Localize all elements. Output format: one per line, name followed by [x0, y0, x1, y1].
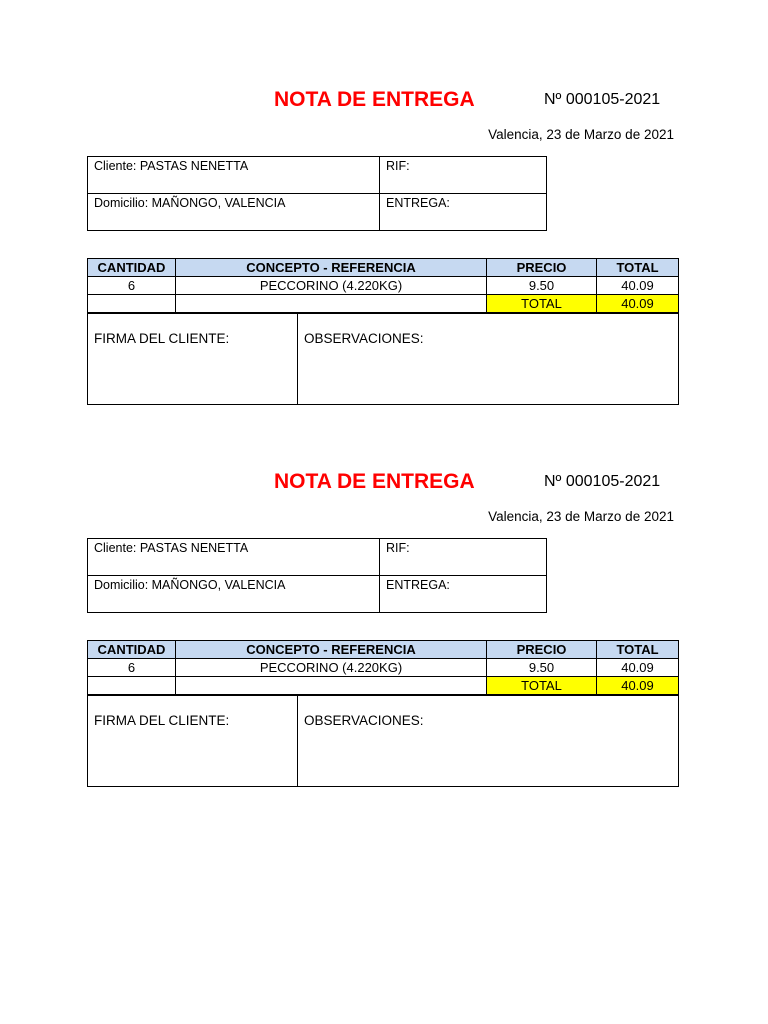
client-rif: RIF: — [380, 157, 547, 194]
cell-concepto: PECCORINO (4.220KG) — [176, 277, 487, 295]
header-concepto: CONCEPTO - REFERENCIA — [176, 641, 487, 659]
client-info-table — [87, 538, 547, 613]
client-name: Cliente: PASTAS NENETTA — [88, 157, 380, 194]
items-table — [87, 640, 679, 695]
client-name: Cliente: PASTAS NENETTA — [88, 539, 380, 576]
cell-concepto: PECCORINO (4.220KG) — [176, 659, 487, 677]
empty-cell — [176, 295, 487, 313]
cell-total: 40.09 — [597, 659, 679, 677]
header-cantidad: CANTIDAD — [88, 259, 176, 277]
client-rif: RIF: — [380, 539, 547, 576]
total-value: 40.09 — [597, 677, 679, 695]
table-row — [88, 277, 679, 295]
client-signature: FIRMA DEL CLIENTE: — [88, 314, 298, 405]
header-concepto: CONCEPTO - REFERENCIA — [176, 259, 487, 277]
note-title: NOTA DE ENTREGA — [274, 88, 475, 111]
cell-precio: 9.50 — [487, 277, 597, 295]
empty-cell — [88, 677, 176, 695]
total-row — [88, 677, 679, 695]
header-precio: PRECIO — [487, 641, 597, 659]
signature-table — [87, 313, 679, 405]
delivery-note-2 — [0, 470, 768, 810]
items-table — [87, 258, 679, 313]
observations: OBSERVACIONES: — [298, 696, 679, 787]
delivery-field: ENTREGA: — [380, 576, 547, 613]
table-row — [88, 659, 679, 677]
cell-total: 40.09 — [597, 277, 679, 295]
note-date: Valencia, 23 de Marzo de 2021 — [488, 509, 674, 524]
signature-table — [87, 695, 679, 787]
total-row — [88, 295, 679, 313]
delivery-field: ENTREGA: — [380, 194, 547, 231]
empty-cell — [88, 295, 176, 313]
total-label: TOTAL — [487, 295, 597, 313]
items-header-row — [88, 641, 679, 659]
header-total: TOTAL — [597, 641, 679, 659]
note-date: Valencia, 23 de Marzo de 2021 — [488, 127, 674, 142]
delivery-note-1 — [0, 88, 768, 428]
note-number: Nº 000105-2021 — [544, 473, 661, 490]
client-address: Domicilio: MAÑONGO, VALENCIA — [88, 576, 380, 613]
items-header-row — [88, 259, 679, 277]
header-precio: PRECIO — [487, 259, 597, 277]
header-total: TOTAL — [597, 259, 679, 277]
cell-cantidad: 6 — [88, 277, 176, 295]
cell-precio: 9.50 — [487, 659, 597, 677]
observations: OBSERVACIONES: — [298, 314, 679, 405]
header-cantidad: CANTIDAD — [88, 641, 176, 659]
empty-cell — [176, 677, 487, 695]
note-title: NOTA DE ENTREGA — [274, 470, 475, 493]
total-value: 40.09 — [597, 295, 679, 313]
client-signature: FIRMA DEL CLIENTE: — [88, 696, 298, 787]
total-label: TOTAL — [487, 677, 597, 695]
client-info-table — [87, 156, 547, 231]
note-number: Nº 000105-2021 — [544, 91, 661, 108]
client-address: Domicilio: MAÑONGO, VALENCIA — [88, 194, 380, 231]
cell-cantidad: 6 — [88, 659, 176, 677]
